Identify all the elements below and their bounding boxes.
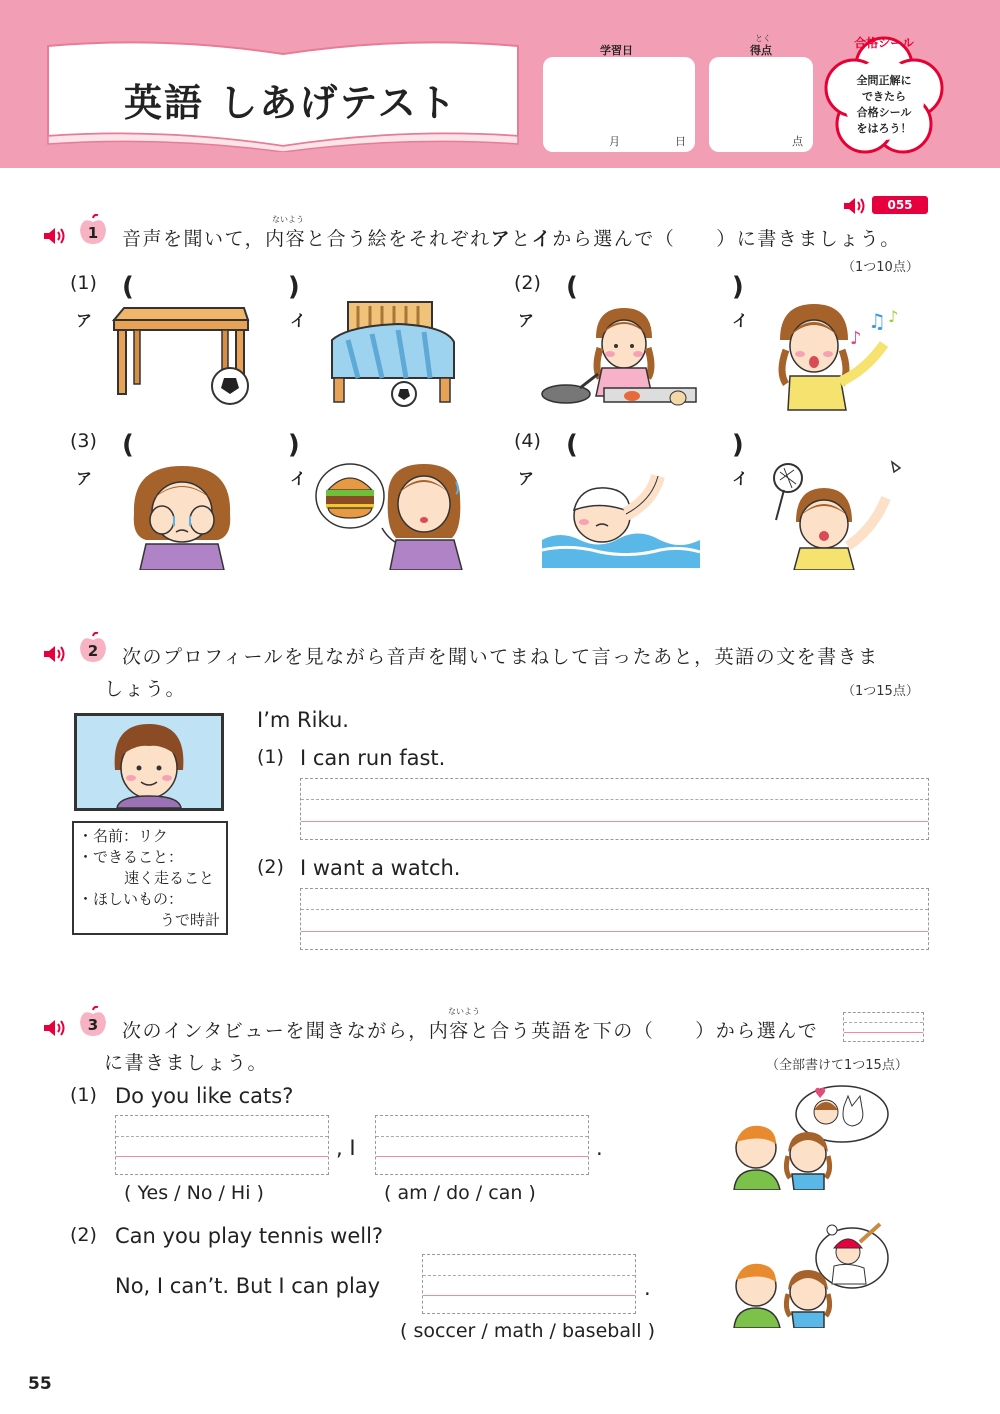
answer-parentheses[interactable]: ( ) <box>566 430 778 460</box>
choices-1b: ( am / do / can ) <box>384 1182 536 1204</box>
score-ruby: とく <box>755 34 771 43</box>
answer-sentence-2: No, I can’t. But I can play <box>115 1274 381 1298</box>
page-number: 55 <box>28 1374 52 1394</box>
question-3-text-line-2: に書きましょう。 <box>104 1052 269 1074</box>
day-label: 日 <box>675 135 686 148</box>
profile-card <box>72 821 228 935</box>
svg-text:♥: ♥ <box>814 1086 827 1102</box>
speaker-icon[interactable] <box>842 196 866 216</box>
question-1-text: 音声を聞いて，内容と合う絵をそれぞれアとイから選んで（ ）に書きましょう。 <box>122 228 901 250</box>
profile-want-label: ・ほしいもの： <box>78 890 184 908</box>
option-a-label: ア <box>518 311 535 330</box>
option-b-label: イ <box>290 469 307 488</box>
girl-badminton-icon <box>766 458 914 570</box>
writing-line-box[interactable] <box>300 888 929 950</box>
answer-box-2[interactable] <box>422 1254 636 1314</box>
sentence-2: I want a watch. <box>300 856 461 880</box>
interview-cats-icon <box>722 1084 892 1190</box>
svg-text:♪: ♪ <box>888 307 899 326</box>
girl-singing-icon <box>770 300 908 412</box>
sentence-1: I can run fast. <box>300 746 446 770</box>
question-number: 3 <box>87 1016 99 1034</box>
month-label: 月 <box>609 135 620 148</box>
track-number-badge: 055 <box>872 196 928 214</box>
bed-with-ball-icon <box>328 300 458 408</box>
table-with-ball-icon <box>108 306 254 406</box>
question-3-text: 次のインタビューを聞きながら，内容と合う英語を下の（ ）から選んで <box>122 1020 819 1042</box>
answer-parentheses[interactable]: ( ) <box>566 272 778 302</box>
svg-text:♫: ♫ <box>868 309 886 333</box>
ruby-naiyou: ないよう <box>272 215 304 224</box>
choices-1a: ( Yes / No / Hi ) <box>124 1182 264 1204</box>
points-note: （全部書けて1つ15点） <box>766 1058 908 1073</box>
option-b-label: イ <box>290 311 307 330</box>
item-number: (3) <box>70 430 97 452</box>
profile-want-value: うで時計 <box>160 911 221 929</box>
speaker-icon[interactable] <box>42 644 66 664</box>
item-number: (1) <box>70 1084 97 1106</box>
option-a-label: ア <box>76 311 93 330</box>
question-2-text-line-2: しょう。 <box>104 678 187 700</box>
profile-can-value: 速く走ること <box>124 869 215 887</box>
ruby-naiyou: ないよう <box>448 1007 480 1016</box>
seal-line-3: 合格シール <box>856 106 912 119</box>
boy-riku-icon <box>77 716 221 808</box>
question-number: 2 <box>87 642 99 660</box>
speaker-icon[interactable] <box>42 1018 66 1038</box>
seal-line-2: できたら <box>862 90 906 103</box>
svg-text:♪: ♪ <box>850 328 862 349</box>
seal-line-1: 全問正解に <box>856 74 912 87</box>
answer-parentheses[interactable]: ( ) <box>122 272 334 302</box>
girl-hungry-icon <box>312 458 474 570</box>
points-unit-label: 点 <box>792 135 803 148</box>
profile-can-label: ・できること： <box>78 848 184 866</box>
seal-title: 合格シール <box>854 36 914 50</box>
question-sentence-2: Can you play tennis well? <box>115 1224 384 1248</box>
option-a-label: ア <box>76 469 93 488</box>
option-a-label: ア <box>518 469 535 488</box>
answer-parentheses[interactable]: ( ) <box>122 430 334 460</box>
question-sentence-1: Do you like cats? <box>115 1084 294 1108</box>
profile-picture <box>74 713 224 811</box>
question-2-text-line-1: 次のプロフィールを見ながら音声を聞いてまねして言ったあと，英語の文を書きま <box>122 646 879 668</box>
item-number: (4) <box>514 430 541 452</box>
girl-cooking-icon <box>540 304 702 410</box>
speaker-icon[interactable] <box>42 226 66 246</box>
item-number: (2) <box>70 1224 97 1246</box>
score-label: 得点 <box>750 44 772 57</box>
item-number: (2) <box>514 272 541 294</box>
example-writing-box <box>843 1012 924 1042</box>
item-number: (2) <box>257 856 284 878</box>
item-number: (1) <box>257 746 284 768</box>
option-b-label: イ <box>732 469 749 488</box>
period-text: . <box>644 1276 651 1300</box>
question-number: 1 <box>87 224 99 242</box>
choices-2: ( soccer / math / baseball ) <box>400 1320 655 1342</box>
interview-baseball-icon <box>722 1222 892 1328</box>
answer-box-1a[interactable] <box>115 1115 329 1175</box>
boy-swimming-icon <box>540 470 702 570</box>
intro-sentence: I’m Riku. <box>257 708 349 732</box>
answer-box-1b[interactable] <box>375 1115 589 1175</box>
period-text: . <box>596 1136 603 1160</box>
study-date-label: 学習日 <box>600 44 633 57</box>
seal-line-4: をはろう！ <box>856 122 912 135</box>
writing-line-box[interactable] <box>300 778 929 840</box>
points-note: （1つ15点） <box>842 684 919 699</box>
comma-i-text: , I <box>336 1136 356 1160</box>
option-b-label: イ <box>732 311 749 330</box>
page-title: 英語 しあげテスト <box>124 81 458 125</box>
item-number: (1) <box>70 272 97 294</box>
points-note: （1つ10点） <box>842 260 919 275</box>
profile-name: ・名前：リク <box>78 827 168 845</box>
girl-crying-icon <box>128 460 238 570</box>
